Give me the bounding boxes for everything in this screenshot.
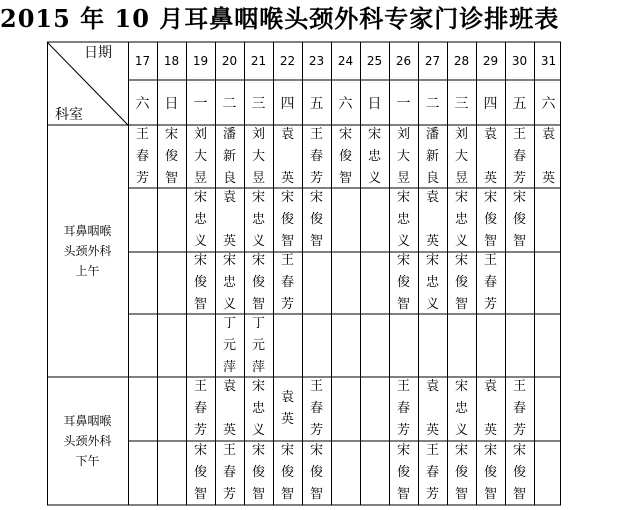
date-cell: 31: [540, 54, 557, 68]
date-cell: 26: [395, 54, 412, 68]
date-cell: 29: [482, 54, 499, 68]
doctor-cell: 王 春 芳: [483, 253, 497, 312]
weekday-cell: 四: [483, 95, 498, 112]
doctor-cell: [128, 188, 157, 252]
doctor-cell: 宋 俊 智: [164, 126, 178, 186]
doctor-cell: [534, 252, 563, 314]
date-cell: 17: [134, 54, 151, 68]
date-cell: 28: [453, 54, 470, 68]
doctor-cell: 宋 忠 义: [425, 253, 439, 312]
doctor-cell: 宋 俊 智: [483, 190, 497, 249]
doctor-cell: [331, 188, 360, 252]
doctor-cell: 宋 忠 义: [396, 190, 410, 249]
doctor-cell: 宋 忠 义: [367, 126, 381, 186]
doctor-cell: 宋 俊 智: [454, 443, 468, 502]
doctor-cell: 王 春 芳: [396, 379, 410, 438]
doctor-cell: 刘 大 昱: [454, 126, 468, 186]
doctor-cell: 潘 新 良: [425, 126, 439, 186]
doctor-cell: [534, 188, 563, 252]
doctor-cell: 宋 俊 智: [251, 443, 265, 502]
section-label-morning: 耳鼻咽喉 头颈外科 上午: [63, 224, 112, 278]
doctor-cell: 王 春 芳: [512, 379, 526, 438]
doctor-cell: 王 春 芳: [222, 443, 236, 502]
weekday-cell: 二: [222, 95, 237, 112]
doctor-cell: 王 春 芳: [193, 379, 207, 438]
date-cell: 24: [337, 54, 354, 68]
doctor-cell: 宋 俊 智: [280, 443, 294, 502]
doctor-cell: 宋 俊 智: [309, 443, 323, 502]
date-header-label: 日期: [84, 45, 112, 61]
doctor-cell: 刘 大 昱: [193, 126, 207, 186]
doctor-cell: 宋 俊 智: [193, 443, 207, 502]
date-cell: 21: [250, 54, 267, 68]
doctor-cell: 袁 英: [222, 379, 236, 438]
doctor-cell: [331, 377, 360, 441]
doctor-cell: 宋 忠 义: [454, 379, 468, 438]
doctor-cell: [128, 441, 157, 505]
doctor-cell: 袁 英: [483, 379, 497, 438]
doctor-cell: 丁 元 萍: [222, 315, 236, 375]
doctor-cell: [302, 314, 331, 377]
doctor-cell: 王 春 芳: [280, 253, 294, 312]
doctor-cell: 宋 俊 智: [396, 253, 410, 312]
doctor-cell: [273, 314, 302, 377]
weekday-cell: 日: [164, 95, 179, 112]
doctor-cell: [157, 441, 186, 505]
doctor-cell: 宋 俊 智: [396, 443, 410, 502]
weekday-cell: 二: [425, 95, 440, 112]
doctor-cell: [447, 314, 476, 377]
doctor-cell: [186, 314, 215, 377]
doctor-cell: 宋 俊 智: [512, 443, 526, 502]
date-cell: 19: [192, 54, 209, 68]
doctor-cell: 宋 忠 义: [193, 190, 207, 249]
doctor-cell: 袁 英: [280, 126, 294, 186]
doctor-cell: 王 春 芳: [135, 126, 149, 186]
doctor-cell: 王 春 芳: [309, 379, 323, 438]
page-title: 2015 年 10 月耳鼻咽喉头颈外科专家门诊排班表: [0, 4, 560, 33]
doctor-cell: 宋 俊 智: [338, 126, 352, 186]
doctor-cell: 宋 忠 义: [251, 190, 265, 249]
doctor-cell: [331, 441, 360, 505]
doctor-cell: 宋 俊 智: [309, 190, 323, 249]
doctor-cell: 刘 大 昱: [251, 126, 265, 186]
doctor-cell: 宋 忠 义: [222, 253, 236, 312]
doctor-cell: 丁 元 萍: [251, 315, 265, 375]
weekday-cell: 四: [280, 95, 295, 112]
doctor-cell: 宋 俊 智: [512, 190, 526, 249]
doctor-cell: 潘 新 良: [222, 126, 236, 186]
doctor-cell: [128, 377, 157, 441]
doctor-cell: [360, 188, 389, 252]
date-cell: 22: [279, 54, 296, 68]
date-cell: 27: [424, 54, 441, 68]
weekday-cell: 日: [367, 95, 382, 112]
date-cell: 30: [511, 54, 528, 68]
doctor-cell: 王 春 芳: [425, 443, 439, 502]
doctor-cell: [128, 314, 157, 377]
doctor-cell: 宋 俊 智: [454, 253, 468, 312]
doctor-cell: [360, 314, 389, 377]
doctor-cell: [360, 252, 389, 314]
doctor-cell: 袁 英: [222, 190, 236, 249]
doctor-cell: 袁 英: [541, 126, 555, 186]
doctor-cell: 宋 俊 智: [193, 253, 207, 312]
doctor-cell: [534, 377, 563, 441]
weekday-cell: 一: [193, 95, 208, 112]
doctor-cell: [157, 377, 186, 441]
doctor-cell: 宋 忠 义: [251, 379, 265, 438]
weekday-cell: 六: [135, 95, 150, 112]
doctor-cell: [534, 441, 563, 505]
weekday-cell: 五: [512, 95, 527, 112]
section-label-afternoon: 耳鼻咽喉 头颈外科 下午: [63, 414, 112, 468]
doctor-cell: [157, 314, 186, 377]
doctor-cell: [360, 441, 389, 505]
doctor-cell: [534, 314, 563, 377]
doctor-cell: 袁 英: [280, 390, 294, 427]
doctor-cell: 宋 俊 智: [483, 443, 497, 502]
doctor-cell: [157, 252, 186, 314]
weekday-cell: 一: [396, 95, 411, 112]
weekday-cell: 三: [251, 95, 266, 112]
doctor-cell: [331, 252, 360, 314]
doctor-cell: [360, 377, 389, 441]
doctor-cell: [476, 314, 505, 377]
doctor-cell: [128, 252, 157, 314]
doctor-cell: [302, 252, 331, 314]
dept-header-label: 科室: [55, 107, 83, 123]
doctor-cell: [331, 314, 360, 377]
date-cell: 25: [366, 54, 383, 68]
doctor-cell: 王 春 芳: [309, 126, 323, 186]
date-cell: 23: [308, 54, 325, 68]
weekday-cell: 三: [454, 95, 469, 112]
doctor-cell: 王 春 芳: [512, 126, 526, 186]
doctor-cell: 刘 大 昱: [396, 126, 410, 186]
doctor-cell: [505, 252, 534, 314]
doctor-cell: 袁 英: [425, 379, 439, 438]
doctor-cell: 宋 忠 义: [454, 190, 468, 249]
doctor-cell: 宋 俊 智: [280, 190, 294, 249]
weekday-cell: 六: [338, 95, 353, 112]
doctor-cell: [418, 314, 447, 377]
date-cell: 20: [221, 54, 238, 68]
doctor-cell: 袁 英: [425, 190, 439, 249]
doctor-cell: [505, 314, 534, 377]
weekday-cell: 六: [541, 95, 556, 112]
doctor-cell: [157, 188, 186, 252]
doctor-cell: 宋 俊 智: [251, 253, 265, 312]
weekday-cell: 五: [309, 95, 324, 112]
doctor-cell: 袁 英: [483, 126, 497, 186]
doctor-cell: [389, 314, 418, 377]
date-cell: 18: [163, 54, 180, 68]
